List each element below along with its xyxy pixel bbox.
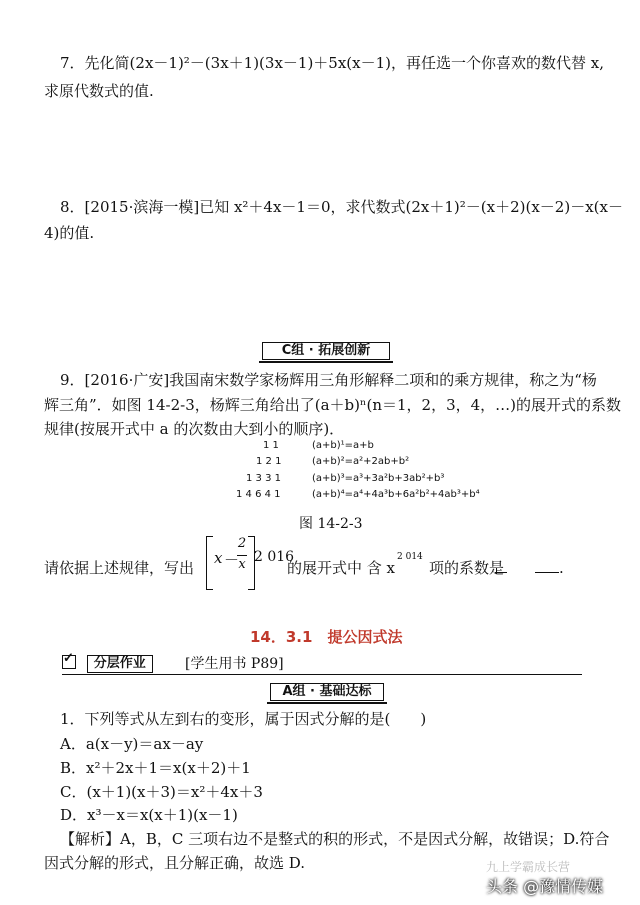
homework-header	[62, 653, 153, 673]
figure-caption: 图 14-2-3	[299, 516, 363, 532]
q9-line1: 9．[2016·广安]我国南宋数学家杨辉用三角形解释二项和的乘方规律，称之为“杨	[60, 371, 597, 389]
fraction-bar	[237, 555, 247, 556]
lesson-title: 14．3.1 提公因式法	[250, 628, 403, 646]
term-exponent: 2 014	[397, 552, 423, 562]
section-a-banner: A组 · 基础达标	[270, 683, 384, 701]
answer-blank-period: .	[559, 559, 564, 577]
checkbox-icon	[62, 655, 76, 669]
triangle-row-1-nums: 1 1	[263, 440, 279, 451]
section-c-banner: C组 · 拓展创新	[262, 342, 390, 360]
binomial-exponent: 2 016	[254, 549, 295, 565]
triangle-row-4-nums: 1 4 6 4 1	[236, 489, 281, 500]
expr-x: x	[214, 549, 223, 567]
triangle-row-3-expr: (a+b)³=a³+3a²b+3ab²+b³	[312, 473, 445, 484]
q9-prompt-after: 的展开式中 含 x	[287, 559, 395, 577]
q1-analysis-line2: 因式分解的形式，且分解正确，故选 D.	[44, 854, 306, 872]
left-bracket	[206, 536, 213, 590]
faint-watermark: 九上学霸成长营	[486, 860, 571, 874]
triangle-row-4-expr: (a+b)⁴=a⁴+4a³b+6a²b²+4ab³+b⁴	[312, 489, 480, 500]
q9-line3: 规律(按展开式中 a 的次数由大到小的顺序)．	[44, 420, 345, 438]
q1-option-a: A．a(x－y)＝ax－ay	[60, 735, 204, 753]
triangle-row-1-expr: (a+b)¹=a+b	[312, 440, 374, 451]
toutiao-watermark: 头条 @豫情传媒	[486, 877, 604, 896]
fraction-numerator: 2	[237, 536, 247, 551]
q9-line2: 辉三角”．如图 14-2-3，杨辉三角给出了(a＋b)ⁿ(n＝1，2，3，4，…)的展开式的系数	[44, 396, 622, 414]
triangle-row-2-expr: (a+b)²=a²+2ab+b²	[312, 456, 410, 467]
q1-option-b: B．x²＋2x＋1＝x(x＋2)＋1	[60, 759, 251, 777]
divider	[62, 674, 582, 675]
book-reference: [学生用书 P89]	[185, 656, 284, 672]
q8-line2: 4)的值.	[44, 224, 95, 242]
q1-analysis-line1: 【解析】A，B，C 三项右边不是整式的积的形式，不是因式分解，故错误；D.符合	[60, 830, 610, 848]
q1-option-c: C．(x＋1)(x＋3)＝x²＋4x＋3	[60, 783, 263, 801]
expr-minus: －	[224, 551, 240, 569]
q9-prompt-before: 请依据上述规律，写出	[44, 559, 195, 577]
layered-homework-label: 分层作业	[87, 655, 153, 673]
triangle-row-2-nums: 1 2 1	[256, 456, 282, 467]
q8-line1: 8．[2015·滨海一模]已知 x²＋4x－1＝0，求代数式(2x＋1)²－(x＋2)(x－2)－x(x－	[60, 198, 623, 216]
q9-prompt-end: 项的系数是	[429, 559, 505, 577]
q1-option-d: D．x³－x＝x(x＋1)(x－1)	[60, 806, 238, 824]
triangle-row-3-nums: 1 3 3 1	[246, 473, 281, 484]
fraction-denominator: x	[238, 557, 246, 572]
q1-stem: 1．下列等式从左到右的变形，属于因式分解的是( )	[60, 710, 427, 728]
q7-line2: 求原代数式的值.	[44, 82, 154, 100]
answer-blank[interactable]	[495, 558, 564, 578]
q7-line1: 7．先化简(2x－1)²－(3x＋1)(3x－1)＋5x(x－1)，再任选一个你喜欢的数代替 x,	[60, 54, 605, 72]
